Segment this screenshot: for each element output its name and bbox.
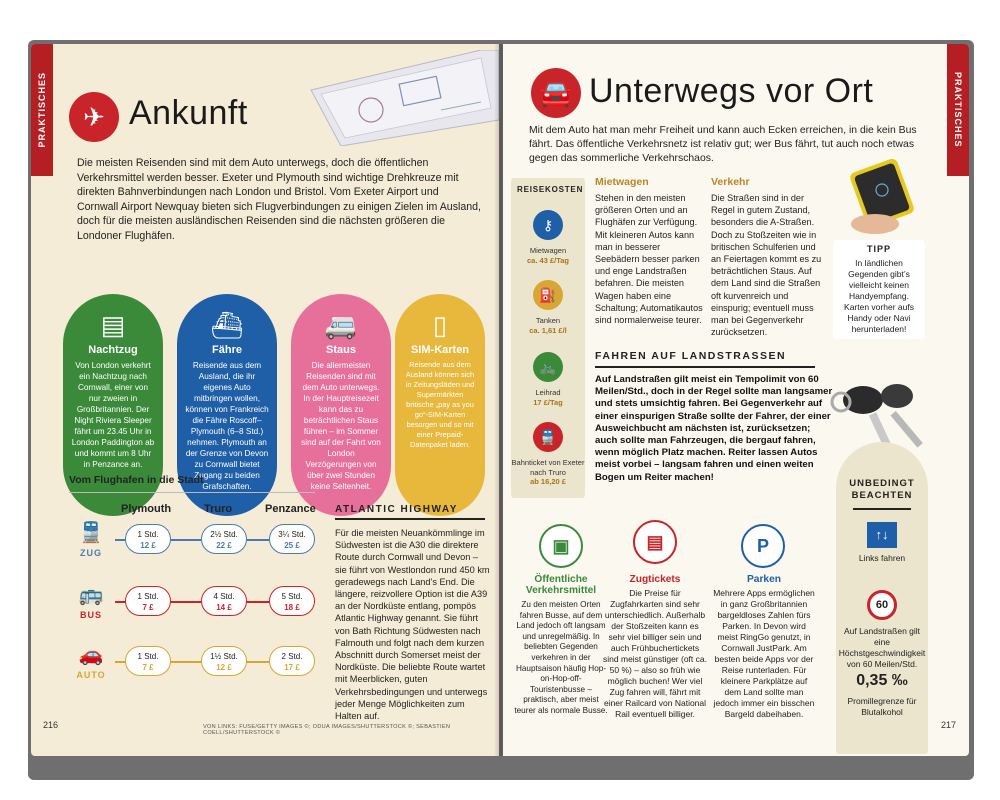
cell-bus-plymouth: 1 Std. 7 £ [125,586,171,616]
capsule-text: Reisende aus dem Ausland, die ihr eigenes Auto mitbringen wollen, können von Frankreich die Fähre Roscoff–Plymouth (6–8 Std.) nehmen. Plymouth an der Grenze von Devon zu Cornwall bietet Zugang zu beiden Grafschaften. [185,361,269,491]
tip-box: TIPP In ländlichen Gegenden gibt’s vielleicht keinen Handyempfang. Karten vorher aufs Handy oder Navi herunterladen! [833,240,925,339]
fuel-pump-icon: ⛽ [533,280,563,310]
warning-left-driving: Links fahren [858,553,906,563]
parking-title: Parken [747,574,781,585]
parking-text: Mehrere Apps ermöglichen in ganz Großbritannien bargeldloses Zahlen fürs Parken. In Devon wird meist RingGo genutzt, in Cornwall JustPark. Am besten beide Apps vor der Reise runterladen. Für kleinere Parkplätze auf dem Land sollte man jedoch immer ein bisschen Bargeld dabeihaben. [713,588,815,719]
lead-text: Mit dem Auto hat man mehr Freiheit und kann auch Ecken erreichen, in die kein Bus fährt. Das öffentliche Verkehrsnetz ist relativ gut; wer Bus fährt, tut auch noch etwas gegen das sommerliche Verkehrschaos. [529,125,917,165]
rental-text: Stehen in den meisten größeren Orten und an Flughäfen zur Verfügung. Mit kleineren Autos kann man in besserer Seebädern besser parken und enge Landstraßen befahren. Die meisten Wagen haben eine Schaltung; Automatikautos sind normalerweise teurer. [595,193,703,326]
left-driving-sign: ↑↓ [867,522,897,548]
cost-tanken: Tanken ca. 1,61 £/l [529,316,567,335]
traffic-title: Verkehr [711,176,750,188]
capsule-title: SIM-Karten [410,344,470,356]
cell-zug-truro: 2½ Std. 22 £ [201,524,247,554]
car-icon: 🚘 [531,68,581,118]
capsule-title: Nachtzug [88,344,138,356]
airport-heading: Vom Flughafen in die Stadt [69,474,204,486]
cell-zug-plymouth: 1 Std. 12 £ [125,524,171,554]
phone-image [839,156,927,236]
sim-card-icon: ▯ [432,310,448,340]
cost-leihrad: Leihrad 17 £/Tag [533,388,563,407]
dest-truro: Truro [204,503,233,515]
traffic-text: Die Straßen sind in der Regel in gutem Zustand, besonders die A-Straßen. Doch zu Stoßzeiten wie in britischen Schulferien und an Feiertagen kommt es zu beträchtlichen Staus. Auf dem Land sind die Straßen oft kurvenreich und einspurig; eventuell muss man bei Gegenverkehr zurücksetzen. [711,193,822,338]
highway-rule [335,518,485,520]
cell-auto-truro: 1½ Std. 12 £ [201,646,247,676]
divider [69,492,315,493]
warning-alcohol: Promillegrenze für Blutalkohol [847,696,917,717]
train-tickets-title: Zugtickets [629,574,681,585]
alcohol-limit-value: 0,35 ‰ [856,672,908,689]
bus-icon: ▣ [539,524,583,568]
lead-text: Die meisten Reisenden sind mit dem Auto unterwegs, doch die öffentlichen Verkehrsmittel werden besser. Exeter und Plymouth sind wichtige Drehkreuze mit direkten Bahnverbindungen nach London und Bristol. Vom Exeter Airport und Cornwall Airport Newquay bieten sich Flugverbindungen zu einigen Zielen im Ausland, doch für die meisten ausländischen Reisenden sind die nächsten größeren die Londoner Flughäfen. [77,157,481,242]
bicycle-icon: 🚲 [533,352,563,382]
public-transport-title: Öffentliche Verkehrsmittel [525,574,597,596]
train-tickets-text: Die Preise für Zugfahrkarten sind sehr unterschiedlich. Außerhalb der Stoßzeiten kann es sehr viel billiger sein und auch Frühbuchertickets sind meist günstiger (oft ca. 50 %) – also so früh wie möglich buchen! Wer viel Zug fahren will, fährt mit einer Railcard von National Rail eventuell billiger. [603,588,707,719]
costs-title: REISEKOSTEN [517,185,584,194]
rental-title: Mietwagen [595,176,649,188]
left-page [31,44,499,756]
right-page [503,44,969,756]
capsule-staus [291,294,391,516]
public-transport-text: Zu den meisten Orten fahren Busse, auf dem Land jedoch oft langsam und unregelmäßig. In beliebten Gegenden verkehren in der Hauptsaison häufig Hop-on-Hop-off-Touristenbusse – praktisch, aber meist teurer als normale Busse. [514,600,608,715]
row-label-zug: ZUG [80,548,102,558]
speed-limit-sign: 60 [867,590,897,620]
cell-auto-plymouth: 1 Std. 7 £ [125,646,171,676]
car-icon: 🚗 [78,644,104,666]
warning-title: UNBEDINGT BEACHTEN [849,478,915,501]
side-tab-right: PRAKTISCHES [947,44,969,176]
cell-zug-penzance: 3¼ Std. 25 £ [269,524,315,554]
highway-title: ATLANTIC HIGHWAY [335,504,458,515]
bus-icon: 🚌 [78,584,104,606]
country-roads-rule [595,366,815,368]
side-tab-left: PRAKTISCHES [31,44,53,176]
capsule-title: Fähre [212,344,242,356]
traffic-jam-icon: 🚐 [324,310,358,340]
row-label-auto: AUTO [76,670,106,680]
page-number-right: 217 [941,720,957,730]
train-icon: 🚆 [78,522,104,544]
warning-speed-limit: Auf Landstraßen gilt eine Höchstgeschwindigkeit von 60 Meilen/Std. [838,626,926,669]
dest-plymouth: Plymouth [121,503,172,515]
ferry-icon: ⛴ [210,310,244,340]
train-icon: 🚆 [533,422,563,452]
airplane-icon: ✈ [69,92,119,142]
bunk-bed-icon: ▤ [100,310,126,340]
passport-image [281,50,499,146]
highway-text: Für die meisten Neuankömmlinge im Südwesten ist die A30 die direktere Route durch Cornwall und Devon – sie führt von Westlondon rund 450 km geradewegs nach Land’s End. Die längere, reizvollere Option ist die A39 an der Nordküste entlang, pompös Atlantic Highway genannt. Sie führt von Bath Richtung Südwesten nach Falmouth und folgt nach dem kurzen Abschnitt durch Somerset meist der Nordküste. Die beliebte Route wartet mit Meerblicken, guten Verkehrsbedingungen und unterwegs jeder Menge Möglichkeiten zum Halten auf. [335,528,490,722]
page-title: Unterwegs vor Ort [589,72,874,110]
cost-bahnticket: Bahnticket von Exeter nach Truro ab 16,20 £ [511,458,585,486]
warning-rule [853,508,911,510]
cell-auto-penzance: 2 Std. 17 £ [269,646,315,676]
page-number-left: 216 [43,720,59,730]
ticket-icon: ▤ [633,520,677,564]
parking-icon: P [741,524,785,568]
cost-mietwagen: Mietwagen ca. 43 £/Tag [527,246,569,265]
row-label-bus: BUS [79,610,102,620]
photo-credit: VON LINKS: FUSE/GETTY IMAGES ©; ODUA IMAGES/SHUTTERSTOCK ©; SEBASTIEN COELL/SHUTTERSTOCK © [203,724,451,736]
capsule-text: Von London verkehrt ein Nachtzug nach Cornwall, einer von nur zweien in Großbritannien. Der Night Riviera Sleeper fährt um 23.45 Uhr in London Paddington ab und kommt um 8 Uhr in Penzance an. [71,361,155,469]
dest-penzance: Penzance [265,503,316,515]
cell-bus-penzance: 5 Std. 18 £ [269,586,315,616]
capsule-sim [395,294,485,516]
page-title: Ankunft [129,94,248,132]
car-key-icon: ⚷ [533,210,563,240]
capsule-text: Die allermeisten Reisenden sind mit dem Auto unterwegs. In der Hauptreisezeit kann das zu beträchtlichen Staus führen – im Sommer sind auf der Fahrt von London Verzögerungen von über zwei Stunden keine Seltenheit. [301,361,381,491]
cell-bus-truro: 4 Std. 14 £ [201,586,247,616]
country-roads-title: FAHREN AUF LANDSTRASSEN [595,350,787,362]
capsule-text: Reisende aus dem Ausland können sich in Zeitungsläden und Supermärkten britische „pay as you go“-SIM-Karten besorgen und so mit einer Prepaid-Datenpaket laden. [405,360,475,449]
capsule-title: Staus [326,344,356,356]
country-roads-text: Auf Landstraßen gilt meist ein Tempolimit von 60 Meilen/Std., doch in der Regel sollte man langsamer und stets umsichtig fahren. Bei Gegenverkehr auf einer einspurigen Straße sollte der Fahrer, der einer Ausweichbucht am nächsten ist, zurücksetzen; auch sollte man Fahrzeugen, die bergauf fahren, wenn möglich Platz machen. Reiter lassen Autos meist vorbei – langsam fahren und einen weiten Bogen um Reiter machen! [595,374,833,483]
